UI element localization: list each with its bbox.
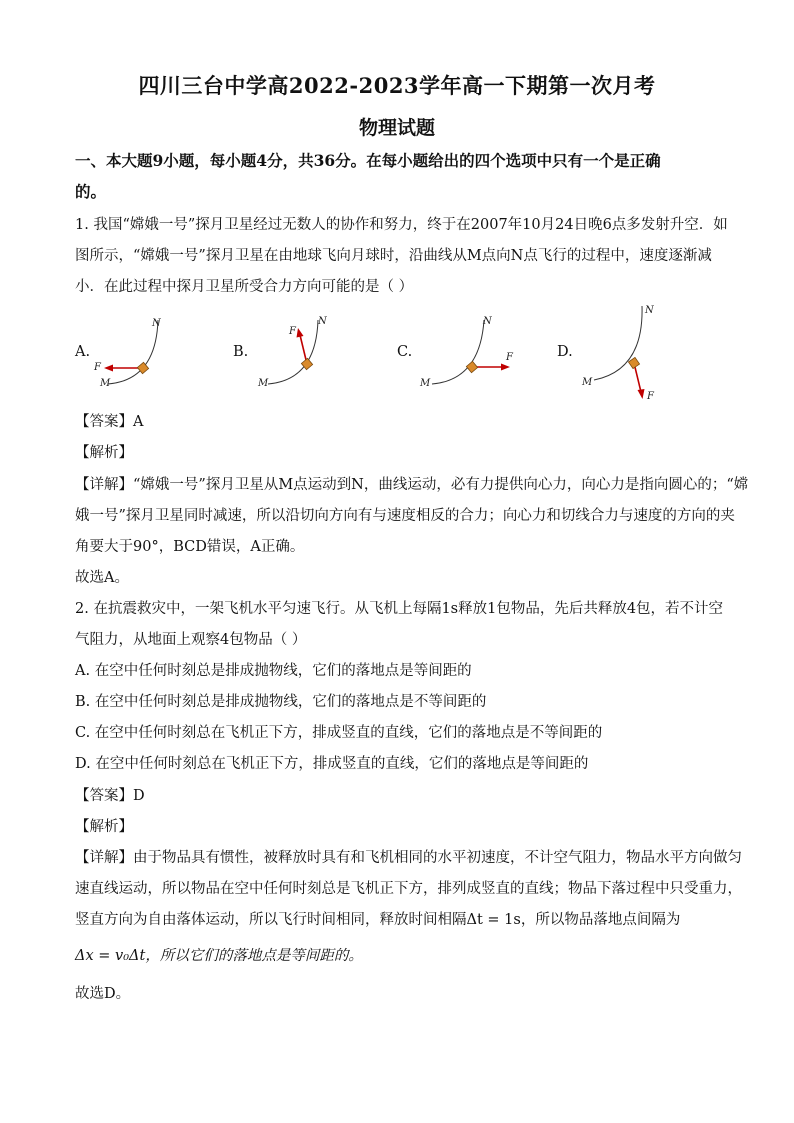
point-m-label: M — [258, 378, 269, 389]
q1-detail-cont: 娥一号”探月卫星同时减速，所以沿切向方向有与速度相反的合力；向心力和切线合力与速度的方向的夹 — [75, 508, 735, 524]
point-m-label: M — [100, 378, 111, 389]
q1-analysis-label: 【解析】 — [75, 445, 133, 461]
q1-option-b-label: B. — [233, 344, 249, 360]
q2-stem-cont: 气阻力，从地面上观察4包物品（ ） — [75, 632, 307, 648]
q1-option-b-figure — [248, 300, 338, 392]
q2-detail-cont: 竖直方向为自由落体运动，所以飞行时间相同，释放时间相隔Δt = 1s，所以物品落地点间隔为 — [75, 912, 681, 928]
q1-option-d-label: D. — [557, 344, 573, 360]
q1-option-c-figure — [412, 300, 522, 392]
q1-stem-cont: 小．在此过程中探月卫星所受合力方向可能的是（ ） — [75, 279, 414, 295]
point-n-label: N — [645, 305, 654, 316]
force-label: F — [94, 362, 101, 373]
point-n-label: N — [483, 316, 492, 327]
point-n-label: N — [152, 318, 161, 329]
q2-analysis-label: 【解析】 — [75, 819, 133, 835]
q1-option-c-label: C. — [397, 344, 413, 360]
q2-option-b: B. 在空中任何时刻总是排成抛物线，它们的落地点是不等间距的 — [75, 694, 487, 710]
q1-stem: 1. 我国“嫦娥一号”探月卫星经过无数人的协作和努力，终于在2007年10月24日晚6点多发射升空．如 — [75, 217, 728, 233]
force-label: F — [647, 391, 654, 402]
q2-answer: 【答案】D — [75, 788, 145, 804]
q2-conclusion: 故选D。 — [75, 986, 131, 1002]
q2-option-a: A. 在空中任何时刻总是排成抛物线，它们的落地点是等间距的 — [75, 663, 472, 679]
point-m-label: M — [420, 378, 431, 389]
q1-answer: 【答案】A — [75, 414, 144, 430]
page-title: 四川三台中学高2022-2023学年高一下期第一次月考 — [138, 73, 656, 98]
q2-detail-cont: 速直线运动，所以物品在空中任何时刻总是飞机正下方，排列成竖直的直线；物品下落过程中只受重力， — [75, 881, 742, 897]
force-label: F — [289, 326, 296, 337]
section-heading-cont: 的。 — [75, 182, 107, 201]
q1-option-a-figure — [88, 300, 178, 392]
q2-detail: 【详解】由于物品具有惯性，被释放时具有和飞机相同的水平初速度，不计空气阻力，物品水平方向做匀 — [75, 850, 742, 866]
q1-detail-cont: 角要大于90°，BCD错误，A正确。 — [75, 539, 305, 555]
q2-stem: 2. 在抗震救灾中，一架飞机水平匀速飞行。从飞机上每隔1s释放1包物品，先后共释放4包，若不计空 — [75, 601, 724, 617]
q2-detail-formula: Δx = v₀Δt，所以它们的落地点是等间距的。 — [75, 948, 363, 964]
section-heading: 一、本大题9小题，每小题4分，共36分。在每小题给出的四个选项中只有一个是正确 — [75, 151, 661, 170]
page-subtitle: 物理试题 — [358, 117, 435, 139]
q2-option-d: D. 在空中任何时刻总在飞机正下方，排成竖直的直线，它们的落地点是等间距的 — [75, 756, 589, 772]
point-n-label: N — [318, 316, 327, 327]
q1-conclusion: 故选A。 — [75, 570, 129, 586]
q1-detail: 【详解】“嫦娥一号”探月卫星从M点运动到N，曲线运动，必有力提供向心力，向心力是指向圆心的；“嫦 — [75, 477, 749, 493]
q2-option-c: C. 在空中任何时刻总在飞机正下方，排成竖直的直线，它们的落地点是不等间距的 — [75, 725, 603, 741]
force-label: F — [506, 352, 513, 363]
q1-stem-cont: 图所示，“嫦娥一号”探月卫星在由地球飞向月球时，沿曲线从M点向N点飞行的过程中，速度逐渐减 — [75, 248, 712, 264]
point-m-label: M — [582, 377, 593, 388]
q1-option-d-figure — [572, 300, 662, 404]
q1-option-a-label: A. — [75, 344, 91, 360]
